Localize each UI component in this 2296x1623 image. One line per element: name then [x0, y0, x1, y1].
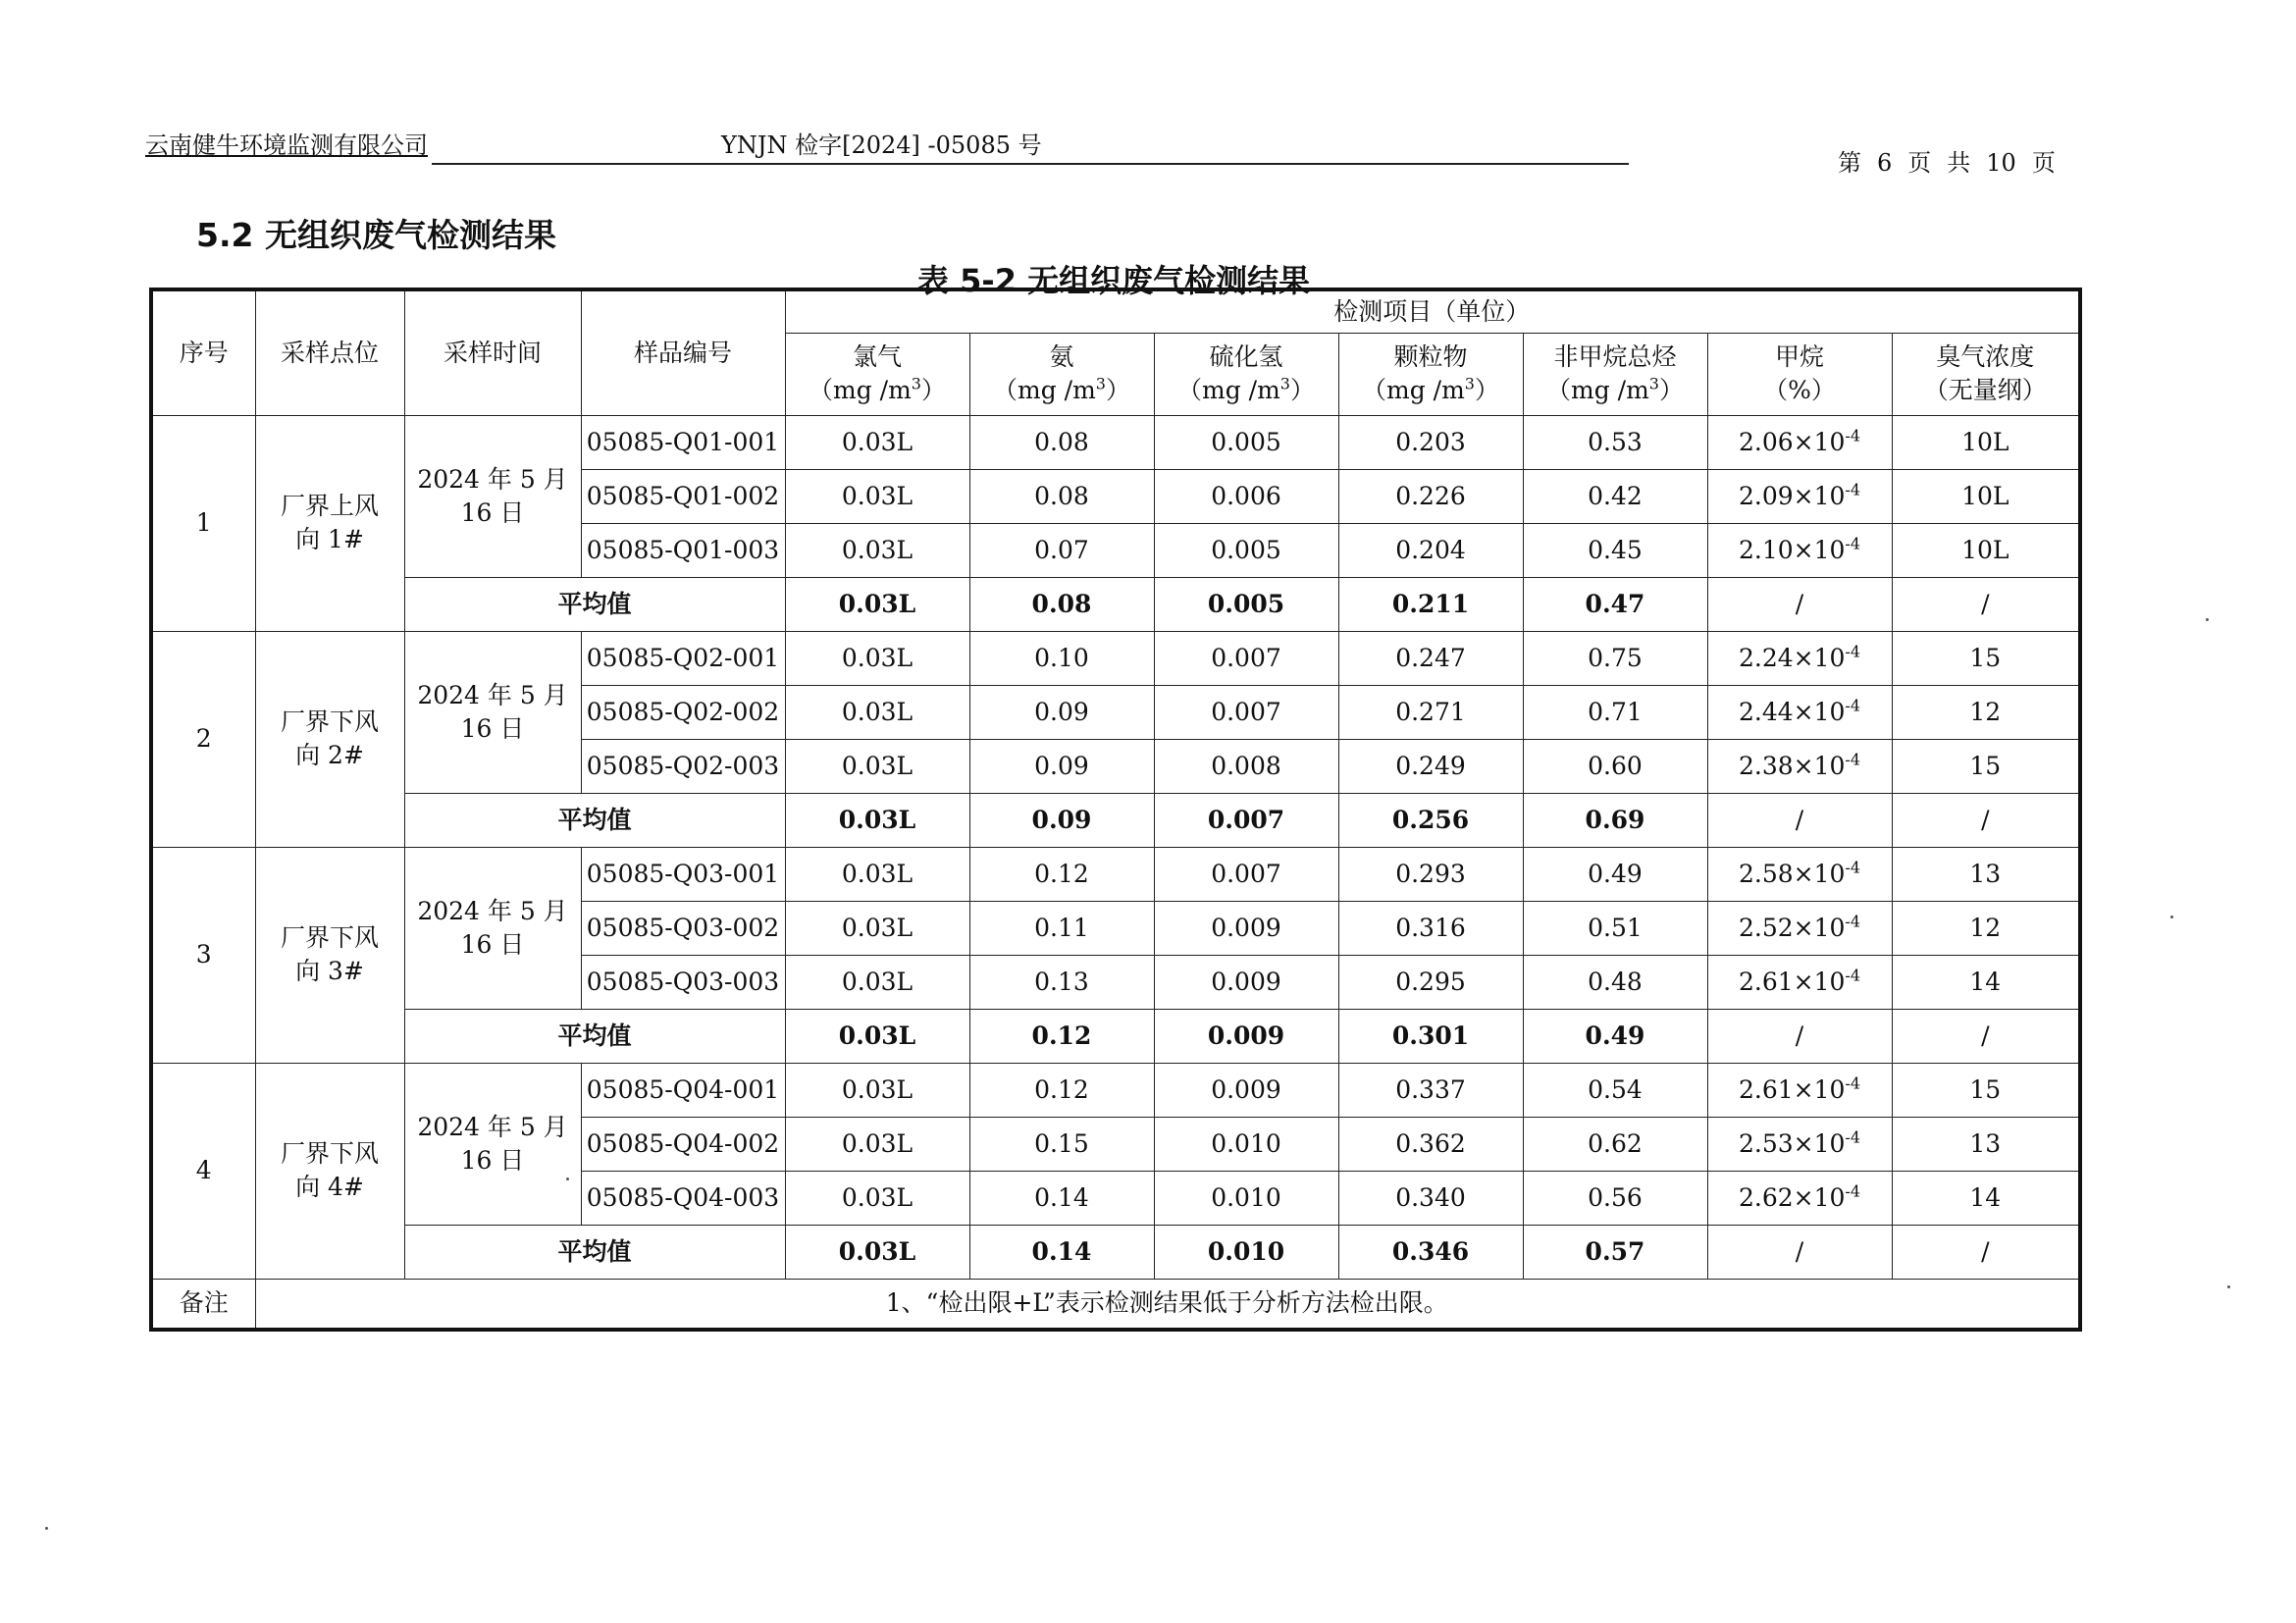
average-value-cell: 0.211	[1338, 577, 1523, 631]
methane-cell: $2.38\times 10^{-4}$	[1707, 739, 1892, 793]
average-value-cell: /	[1707, 793, 1892, 847]
time-cell: 2024 年 5 月 16 日	[404, 1063, 581, 1225]
header-item: 颗粒物 （mg $/m^3$）	[1338, 333, 1523, 415]
average-row	[151, 1009, 2080, 1063]
table-row	[151, 415, 2080, 469]
note-row	[151, 1279, 2080, 1330]
table-row	[151, 631, 2080, 685]
value-cell: 0.340	[1338, 1171, 1523, 1225]
scan-speck	[2227, 1285, 2230, 1288]
average-value-cell: 0.301	[1338, 1009, 1523, 1063]
header-items-group: 检测项目（单位）	[785, 289, 2080, 333]
value-cell: 0.53	[1523, 415, 1707, 469]
value-cell: 0.007	[1154, 631, 1338, 685]
seq-cell: 3	[151, 847, 255, 1063]
average-value-cell: /	[1892, 793, 2080, 847]
site-cell: 厂界下风 向 2#	[255, 631, 404, 847]
value-cell: 0.03L	[785, 631, 969, 685]
value-cell: 0.005	[1154, 523, 1338, 577]
average-value-cell: 0.12	[969, 1009, 1154, 1063]
header-rule	[432, 163, 1629, 165]
odor-cell: 10L	[1892, 523, 2080, 577]
methane-cell: $2.44\times 10^{-4}$	[1707, 685, 1892, 739]
value-cell: 0.337	[1338, 1063, 1523, 1117]
scan-speck	[566, 1178, 569, 1180]
average-value-cell: 0.03L	[785, 1225, 969, 1279]
results-table	[149, 288, 2082, 1332]
methane-cell: $2.53\times 10^{-4}$	[1707, 1117, 1892, 1171]
value-cell: 0.45	[1523, 523, 1707, 577]
value-cell: 0.56	[1523, 1171, 1707, 1225]
methane-cell: $2.09\times 10^{-4}$	[1707, 469, 1892, 523]
time-cell: 2024 年 5 月 16 日	[404, 847, 581, 1009]
value-cell: 0.03L	[785, 739, 969, 793]
methane-cell: $2.06\times 10^{-4}$	[1707, 415, 1892, 469]
odor-cell: 13	[1892, 1117, 2080, 1171]
sample-id-cell: 05085-Q01-003	[581, 523, 785, 577]
average-value-cell: 0.03L	[785, 793, 969, 847]
table-caption: 表 5-2 无组织废气检测结果	[917, 262, 1311, 299]
odor-cell: 15	[1892, 739, 2080, 793]
value-cell: 0.203	[1338, 415, 1523, 469]
value-cell: 0.008	[1154, 739, 1338, 793]
value-cell: 0.271	[1338, 685, 1523, 739]
odor-cell: 10L	[1892, 469, 2080, 523]
methane-cell: $2.52\times 10^{-4}$	[1707, 901, 1892, 955]
value-cell: 0.51	[1523, 901, 1707, 955]
value-cell: 0.75	[1523, 631, 1707, 685]
value-cell: 0.295	[1338, 955, 1523, 1009]
average-value-cell: 0.009	[1154, 1009, 1338, 1063]
odor-cell: 12	[1892, 901, 2080, 955]
value-cell: 0.249	[1338, 739, 1523, 793]
sample-id-cell: 05085-Q04-003	[581, 1171, 785, 1225]
header-seq: 序号	[151, 289, 255, 415]
value-cell: 0.03L	[785, 685, 969, 739]
average-value-cell: 0.256	[1338, 793, 1523, 847]
header-item: 硫化氢 （mg $/m^3$）	[1154, 333, 1338, 415]
odor-cell: 12	[1892, 685, 2080, 739]
value-cell: 0.03L	[785, 1117, 969, 1171]
value-cell: 0.71	[1523, 685, 1707, 739]
average-value-cell: 0.346	[1338, 1225, 1523, 1279]
value-cell: 0.48	[1523, 955, 1707, 1009]
value-cell: 0.03L	[785, 1063, 969, 1117]
sample-id-cell: 05085-Q02-001	[581, 631, 785, 685]
average-value-cell: /	[1892, 1225, 2080, 1279]
value-cell: 0.60	[1523, 739, 1707, 793]
value-cell: 0.247	[1338, 631, 1523, 685]
site-cell: 厂界上风 向 1#	[255, 415, 404, 631]
seq-cell: 2	[151, 631, 255, 847]
seq-cell: 4	[151, 1063, 255, 1279]
sample-id-cell: 05085-Q01-002	[581, 469, 785, 523]
average-row	[151, 577, 2080, 631]
average-value-cell: 0.57	[1523, 1225, 1707, 1279]
value-cell: 0.316	[1338, 901, 1523, 955]
site-cell: 厂界下风 向 4#	[255, 1063, 404, 1279]
header-site: 采样点位	[255, 289, 404, 415]
value-cell: 0.07	[969, 523, 1154, 577]
header-item: 氯气 （mg $/m^3$）	[785, 333, 969, 415]
sample-id-cell: 05085-Q04-002	[581, 1117, 785, 1171]
value-cell: 0.009	[1154, 955, 1338, 1009]
average-value-cell: 0.08	[969, 577, 1154, 631]
value-cell: 0.03L	[785, 847, 969, 901]
value-cell: 0.08	[969, 415, 1154, 469]
value-cell: 0.54	[1523, 1063, 1707, 1117]
sample-id-cell: 05085-Q03-003	[581, 955, 785, 1009]
average-value-cell: /	[1892, 577, 2080, 631]
note-text: 1、“检出限+L”表示检测结果低于分析方法检出限。	[255, 1279, 2080, 1330]
odor-cell: 15	[1892, 1063, 2080, 1117]
value-cell: 0.007	[1154, 847, 1338, 901]
value-cell: 0.293	[1338, 847, 1523, 901]
page-number: 第 6 页 共 10 页	[1838, 149, 2056, 177]
header-item: 臭气浓度 （无量纲）	[1892, 333, 2080, 415]
average-value-cell: 0.49	[1523, 1009, 1707, 1063]
value-cell: 0.49	[1523, 847, 1707, 901]
value-cell: 0.010	[1154, 1171, 1338, 1225]
average-value-cell: /	[1707, 1009, 1892, 1063]
average-value-cell: 0.47	[1523, 577, 1707, 631]
scan-speck	[45, 1527, 48, 1530]
site-cell: 厂界下风 向 3#	[255, 847, 404, 1063]
value-cell: 0.62	[1523, 1117, 1707, 1171]
note-label: 备注	[151, 1279, 255, 1330]
methane-cell: $2.10\times 10^{-4}$	[1707, 523, 1892, 577]
value-cell: 0.03L	[785, 955, 969, 1009]
value-cell: 0.12	[969, 847, 1154, 901]
methane-cell: $2.61\times 10^{-4}$	[1707, 1063, 1892, 1117]
average-label: 平均值	[404, 1225, 785, 1279]
value-cell: 0.226	[1338, 469, 1523, 523]
average-value-cell: 0.03L	[785, 1009, 969, 1063]
average-value-cell: 0.03L	[785, 577, 969, 631]
value-cell: 0.03L	[785, 469, 969, 523]
sample-id-cell: 05085-Q02-002	[581, 685, 785, 739]
header-item: 甲烷 （%）	[1707, 333, 1892, 415]
value-cell: 0.42	[1523, 469, 1707, 523]
sample-id-cell: 05085-Q04-001	[581, 1063, 785, 1117]
scan-speck	[2206, 618, 2209, 621]
value-cell: 0.006	[1154, 469, 1338, 523]
value-cell: 0.15	[969, 1117, 1154, 1171]
header-item: 非甲烷总烃 （mg $/m^3$）	[1523, 333, 1707, 415]
value-cell: 0.08	[969, 469, 1154, 523]
average-label: 平均值	[404, 1009, 785, 1063]
sample-id-cell: 05085-Q02-003	[581, 739, 785, 793]
average-value-cell: /	[1707, 577, 1892, 631]
average-value-cell: 0.005	[1154, 577, 1338, 631]
methane-cell: $2.61\times 10^{-4}$	[1707, 955, 1892, 1009]
header-sample: 样品编号	[581, 289, 785, 415]
average-value-cell: 0.14	[969, 1225, 1154, 1279]
sample-id-cell: 05085-Q03-002	[581, 901, 785, 955]
table-row	[151, 1063, 2080, 1117]
methane-cell: $2.58\times 10^{-4}$	[1707, 847, 1892, 901]
methane-cell: $2.24\times 10^{-4}$	[1707, 631, 1892, 685]
odor-cell: 13	[1892, 847, 2080, 901]
average-value-cell: /	[1707, 1225, 1892, 1279]
value-cell: 0.10	[969, 631, 1154, 685]
value-cell: 0.362	[1338, 1117, 1523, 1171]
time-cell: 2024 年 5 月 16 日	[404, 631, 581, 793]
methane-cell: $2.62\times 10^{-4}$	[1707, 1171, 1892, 1225]
average-label: 平均值	[404, 793, 785, 847]
average-value-cell: /	[1892, 1009, 2080, 1063]
odor-cell: 10L	[1892, 415, 2080, 469]
table-row	[151, 847, 2080, 901]
seq-cell: 1	[151, 415, 255, 631]
value-cell: 0.007	[1154, 685, 1338, 739]
average-value-cell: 0.010	[1154, 1225, 1338, 1279]
value-cell: 0.03L	[785, 1171, 969, 1225]
company-name: 云南健牛环境监测有限公司	[145, 131, 428, 159]
average-label: 平均值	[404, 577, 785, 631]
sample-id-cell: 05085-Q01-001	[581, 415, 785, 469]
value-cell: 0.009	[1154, 901, 1338, 955]
value-cell: 0.010	[1154, 1117, 1338, 1171]
value-cell: 0.03L	[785, 523, 969, 577]
average-row	[151, 1225, 2080, 1279]
average-value-cell: 0.007	[1154, 793, 1338, 847]
sample-id-cell: 05085-Q03-001	[581, 847, 785, 901]
value-cell: 0.09	[969, 685, 1154, 739]
scan-speck	[2170, 916, 2173, 918]
header-time: 采样时间	[404, 289, 581, 415]
section-title: 5.2 无组织废气检测结果	[196, 216, 556, 254]
odor-cell: 14	[1892, 1171, 2080, 1225]
value-cell: 0.03L	[785, 901, 969, 955]
average-value-cell: 0.09	[969, 793, 1154, 847]
value-cell: 0.14	[969, 1171, 1154, 1225]
odor-cell: 14	[1892, 955, 2080, 1009]
time-cell: 2024 年 5 月 16 日	[404, 415, 581, 577]
value-cell: 0.204	[1338, 523, 1523, 577]
value-cell: 0.11	[969, 901, 1154, 955]
value-cell: 0.005	[1154, 415, 1338, 469]
average-value-cell: 0.69	[1523, 793, 1707, 847]
odor-cell: 15	[1892, 631, 2080, 685]
value-cell: 0.09	[969, 739, 1154, 793]
header-item: 氨 （mg $/m^3$）	[969, 333, 1154, 415]
value-cell: 0.13	[969, 955, 1154, 1009]
report-code: YNJN 检字[2024] -05085 号	[721, 131, 1042, 159]
value-cell: 0.009	[1154, 1063, 1338, 1117]
value-cell: 0.03L	[785, 415, 969, 469]
value-cell: 0.12	[969, 1063, 1154, 1117]
average-row	[151, 793, 2080, 847]
